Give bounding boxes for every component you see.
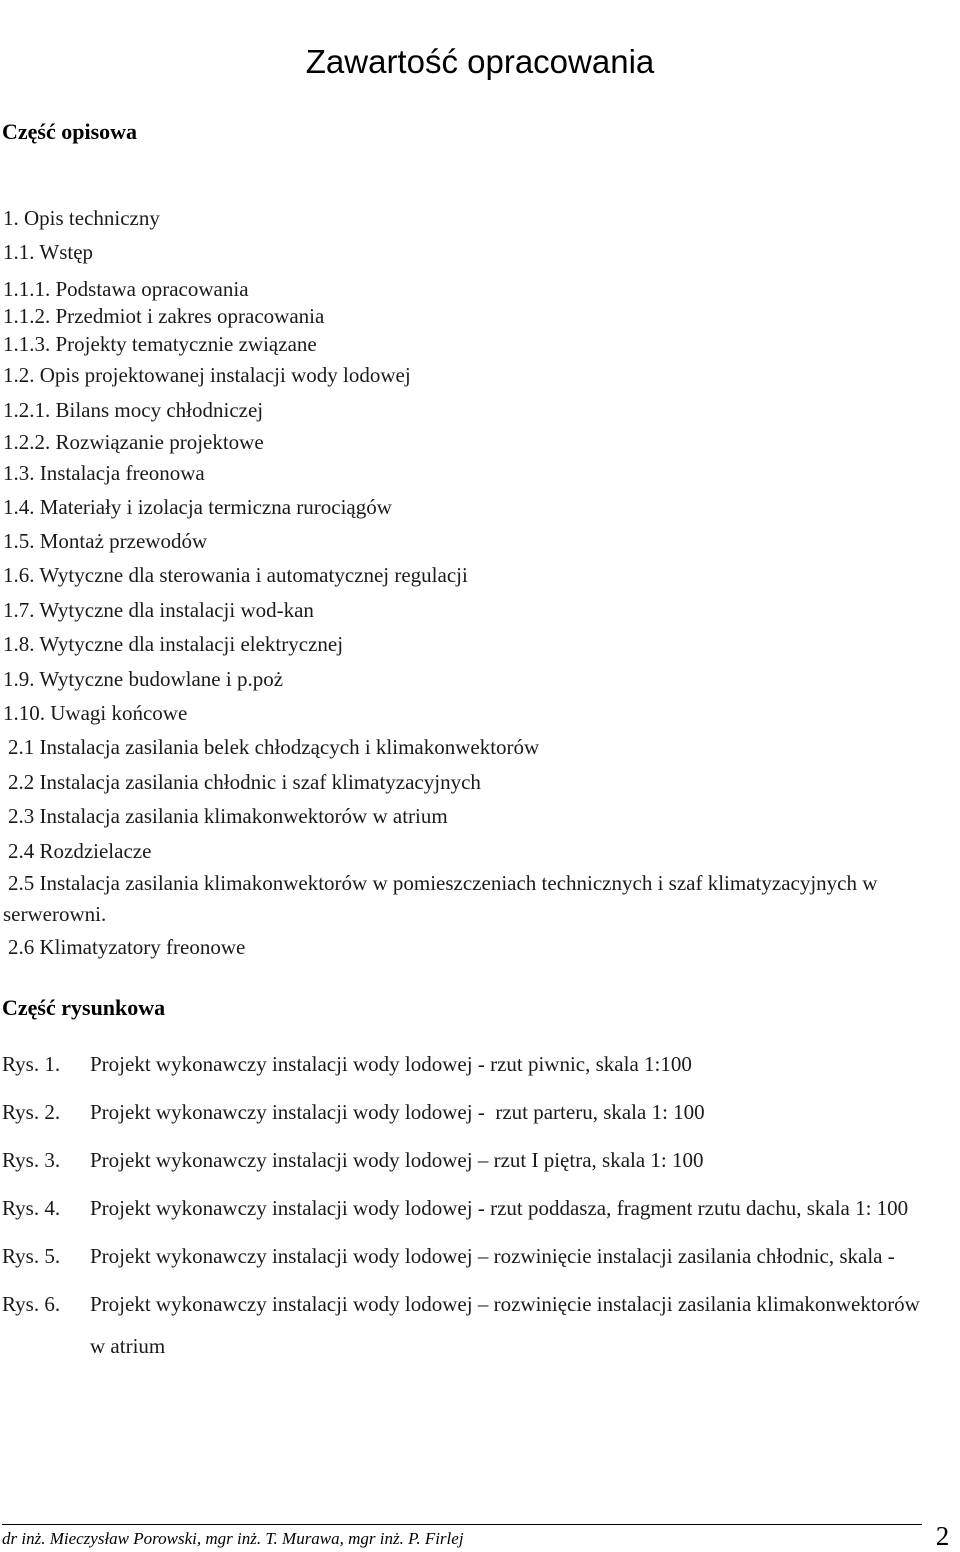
toc-item: 1. Opis techniczny xyxy=(3,206,160,230)
toc-item: 1.5. Montaż przewodów xyxy=(3,529,208,554)
toc-item: 1.8. Wytyczne dla instalacji elektrycznej xyxy=(3,632,344,657)
toc-item: 1.6. Wytyczne dla sterowania i automatycznej regulacji xyxy=(3,563,468,588)
toc-item: 1.2.1. Bilans mocy chłodniczej xyxy=(3,398,264,423)
toc-item: 2.3 Instalacja zasilania klimakonwektorów w atrium xyxy=(8,804,448,829)
toc-item: 1.7. Wytyczne dla instalacji wod-kan xyxy=(3,597,314,622)
toc-item: 1.2.2. Rozwiązanie projektowe xyxy=(3,429,264,454)
drawing-number: Rys. 3. xyxy=(2,1148,61,1172)
drawing-number: Rys. 5. xyxy=(2,1244,61,1268)
page-number: 2 xyxy=(935,1521,950,1551)
toc-item: 2.4 Rozdzielacze xyxy=(8,838,152,863)
toc-item: 1.9. Wytyczne budowlane i p.poż xyxy=(3,666,284,691)
toc-item: 1.3. Instalacja freonowa xyxy=(3,460,205,485)
drawing-title: Projekt wykonawczy instalacji wody lodowej - rzut parteru, skala 1: 100 xyxy=(90,1100,705,1124)
toc-item: 1.1.1. Podstawa opracowania xyxy=(3,276,249,301)
drawing-entry xyxy=(0,1283,935,1367)
footer-authors: dr inż. Mieczysław Porowski, mgr inż. T. Murawa, mgr inż. P. Firlej xyxy=(2,1529,464,1548)
toc-item: 2.5 Instalacja zasilania klimakonwektorów w pomieszczeniach technicznych i szaf klimatyzacyjnych w serwerowni. xyxy=(3,870,878,926)
drawing-title: Projekt wykonawczy instalacji wody lodowej - rzut poddasza, fragment rzutu dachu, skala 1: 100 xyxy=(90,1196,909,1220)
toc-item: 1.1. Wstęp xyxy=(3,240,94,265)
toc-item: 1.1.2. Przedmiot i zakres opracowania xyxy=(3,304,325,329)
drawing-number: Rys. 6. xyxy=(2,1292,61,1316)
drawing-entry xyxy=(0,1187,935,1229)
drawing-number: Rys. 1. xyxy=(2,1052,61,1076)
drawing-entry xyxy=(0,1139,935,1181)
toc-item: 1.1.3. Projekty tematycznie związane xyxy=(3,331,317,356)
drawing-title: Projekt wykonawczy instalacji wody lodowej – rzut I piętra, skala 1: 100 xyxy=(90,1148,704,1172)
drawing-entry xyxy=(0,1043,935,1085)
drawings-list xyxy=(0,1043,935,1373)
drawing-entry xyxy=(0,1091,935,1133)
drawing-number: Rys. 4. xyxy=(2,1196,61,1220)
drawing-number: Rys. 2. xyxy=(2,1100,61,1124)
toc-item: 2.1 Instalacja zasilania belek chłodzących i klimakonwektorów xyxy=(8,735,540,760)
footer-divider xyxy=(2,1524,922,1525)
document-title xyxy=(0,40,960,84)
section-heading-drawings: Część rysunkowa xyxy=(2,995,166,1020)
toc-item: 1.2. Opis projektowanej instalacji wody lodowej xyxy=(3,363,411,388)
drawing-entry xyxy=(0,1235,935,1277)
drawing-title: Projekt wykonawczy instalacji wody lodowej – rozwinięcie instalacji zasilania klimakonwektorów w atrium xyxy=(90,1292,926,1358)
drawing-title: Projekt wykonawczy instalacji wody lodowej – rozwinięcie instalacji zasilania chłodnic, skala - xyxy=(90,1244,895,1268)
table-of-contents xyxy=(0,201,940,964)
toc-item: 1.10. Uwagi końcowe xyxy=(3,701,188,726)
toc-item: 2.6 Klimatyzatory freonowe xyxy=(8,934,246,959)
section-heading-written: Część opisowa xyxy=(2,119,138,144)
toc-item: 2.2 Instalacja zasilania chłodnic i szaf klimatyzacyjnych xyxy=(8,769,481,794)
drawing-title: Projekt wykonawczy instalacji wody lodowej - rzut piwnic, skala 1:100 xyxy=(90,1052,692,1076)
document-title-text: Zawartość opracowania xyxy=(305,43,655,80)
toc-item: 1.4. Materiały i izolacja termiczna rurociągów xyxy=(3,494,392,519)
